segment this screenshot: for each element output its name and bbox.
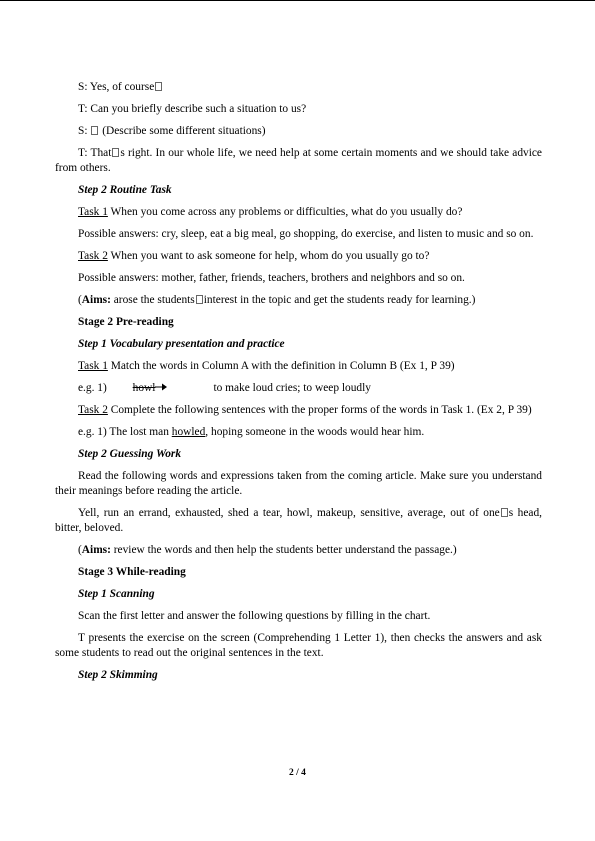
line-s-describe xyxy=(55,124,542,139)
line-t-can: T: Can you briefly describe such a situation to us? xyxy=(78,103,307,115)
text: S: Yes, of course xyxy=(78,81,155,93)
scanning-text: Scan the first letter and answer the following questions by filling in the chart. xyxy=(78,610,431,622)
possible-answers-1: Possible answers: cry, sleep, eat a big meal, go shopping, do exercise, and listen to music and so on. xyxy=(78,228,534,240)
heading-step2-guessing: Step 2 Guessing Work xyxy=(78,448,182,460)
heading-step2-skimming: Step 2 Skimming xyxy=(78,669,158,681)
example-word: howled xyxy=(171,426,206,438)
missing-glyph-icon xyxy=(196,295,203,304)
text: Yell, run an errand, exhausted, shed a tear, howl, makeup, sensitive, average, out of one xyxy=(78,507,500,519)
text: s right. In our whole life, we need help at some certain moments and we should take advice from others. xyxy=(55,147,542,174)
text: review the words and then help the students better understand the passage.) xyxy=(110,544,457,556)
task1-routine xyxy=(55,205,542,220)
document-body xyxy=(55,80,542,690)
task-label: Task 2 xyxy=(78,250,108,262)
heading-step1-scanning: Step 1 Scanning xyxy=(78,588,155,600)
text: (Describe some different situations) xyxy=(99,125,266,137)
page-number: 2 / 4 xyxy=(289,768,306,778)
task1-vocab xyxy=(55,359,542,374)
aims-2 xyxy=(55,543,542,558)
text: e.g. 1) xyxy=(78,382,110,394)
aims-label: Aims: xyxy=(81,294,111,306)
task-text: When you come across any problems or difficulties, what do you usually do? xyxy=(107,206,463,218)
heading-stage3: Stage 3 While-reading xyxy=(78,566,186,578)
task-text: When you want to ask someone for help, whom do you usually go to? xyxy=(107,250,430,262)
present-text: T presents the exercise on the screen (Comprehending 1 Letter 1), then checks the answers and ask some students to read out the original sentences in the text. xyxy=(55,632,542,659)
aims-1 xyxy=(55,293,542,308)
text: ( xyxy=(78,544,82,556)
top-rule xyxy=(0,0,595,1)
missing-glyph-icon xyxy=(155,82,162,91)
line-s-yes xyxy=(55,80,542,95)
text: S: xyxy=(78,125,91,137)
arrow-right-icon xyxy=(155,383,167,391)
word-list xyxy=(55,506,542,536)
example-word xyxy=(110,381,168,396)
text: , hoping someone in the woods would hear him. xyxy=(205,426,425,438)
guessing-instructions: Read the following words and expressions taken from the coming article. Make sure you understand their meanings before reading the article. xyxy=(55,470,542,497)
text: e.g. 1) The lost man xyxy=(78,426,172,438)
text: T: That xyxy=(78,147,112,159)
task2-vocab xyxy=(55,403,542,418)
example-2 xyxy=(55,425,542,440)
text: arose the students xyxy=(110,294,195,306)
possible-answers-2: Possible answers: mother, father, friends, teachers, brothers and neighbors and so on. xyxy=(78,272,465,284)
missing-glyph-icon xyxy=(501,508,508,517)
aims-label: Aims: xyxy=(81,544,111,556)
task-text: Match the words in Column A with the definition in Column B (Ex 1, P 39) xyxy=(107,360,455,372)
text: howl xyxy=(132,382,156,394)
task-label: Task 1 xyxy=(78,206,108,218)
heading-step2-routine: Step 2 Routine Task xyxy=(78,184,172,196)
text: ( xyxy=(78,294,82,306)
heading-step1-vocab: Step 1 Vocabulary presentation and practice xyxy=(78,338,285,350)
definition: to make loud cries; to weep loudly xyxy=(213,382,371,394)
line-t-that xyxy=(55,146,542,176)
text: s head, bitter, beloved. xyxy=(55,507,542,534)
example-1 xyxy=(55,381,542,396)
task2-routine xyxy=(55,249,542,264)
text: interest in the topic and get the students ready for learning.) xyxy=(203,294,476,306)
task-label: Task 2 xyxy=(78,404,108,416)
task-text: Complete the following sentences with the proper forms of the words in Task 1. (Ex 2, P 39) xyxy=(107,404,532,416)
missing-glyph-icon xyxy=(112,148,119,157)
task-label: Task 1 xyxy=(78,360,108,372)
missing-glyph-icon xyxy=(91,126,98,135)
heading-stage2: Stage 2 Pre-reading xyxy=(78,316,174,328)
